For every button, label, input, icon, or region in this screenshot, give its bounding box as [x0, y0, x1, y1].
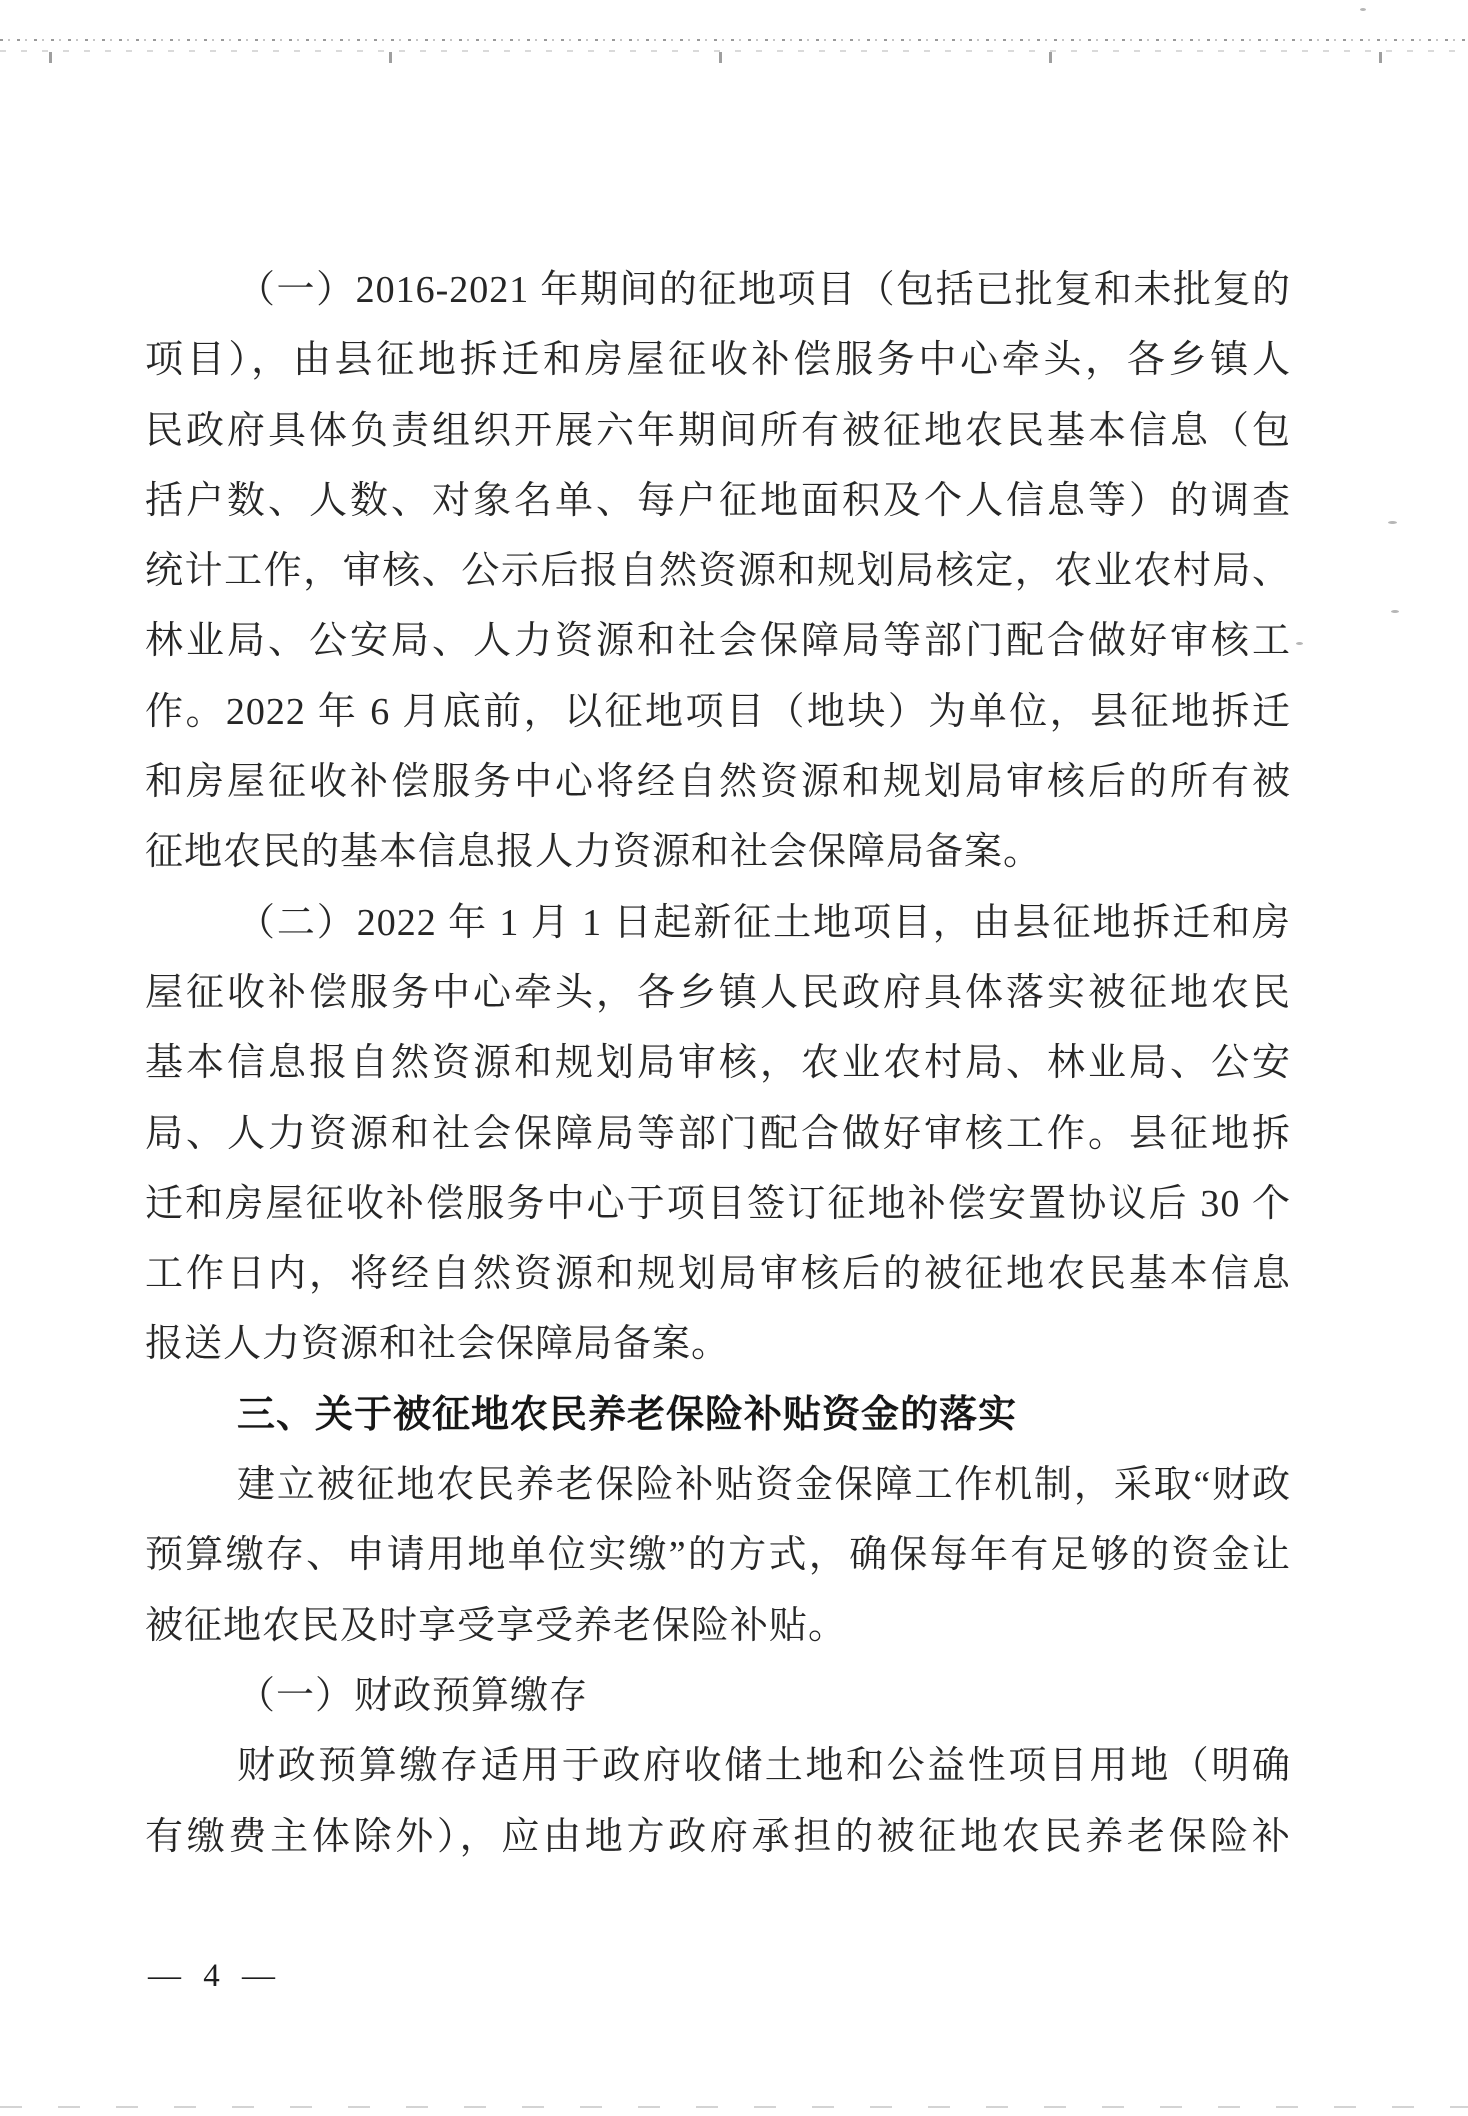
body-line: 报送人力资源和社会保障局备案。: [145, 1323, 731, 1366]
body-line: 基本信息报自然资源和规划局审核，农业农村局、林业局、公安: [145, 1042, 1291, 1085]
body-line: 有缴费主体除外），应由地方政府承担的被征地农民养老保险补: [145, 1815, 1291, 1858]
body-line: 民政府具体负责组织开展六年期间所有被征地农民基本信息（包: [145, 409, 1291, 452]
body-line: 被征地农民及时享受享受养老保险补贴。: [145, 1604, 848, 1647]
scan-speck: [1296, 642, 1303, 645]
body-line: 统计工作，审核、公示后报自然资源和规划局核定，农业农村局、: [145, 550, 1291, 593]
body-line: 项目），由县征地拆迁和房屋征收补偿服务中心牵头，各乡镇人: [145, 339, 1291, 382]
document-body: [145, 255, 1291, 1872]
body-line: 财政预算缴存适用于政府收储土地和公益性项目用地（明确: [237, 1745, 1291, 1788]
body-line: 建立被征地农民养老保险补贴资金保障工作机制，采取“财政: [237, 1464, 1291, 1507]
body-line: 征地农民的基本信息报人力资源和社会保障局备案。: [145, 831, 1043, 874]
body-line: （二）2022 年 1 月 1 日起新征土地项目，由县征地拆迁和房: [237, 901, 1291, 944]
body-line: 工作日内，将经自然资源和规划局审核后的被征地农民基本信息: [145, 1253, 1291, 1296]
body-line: 屋征收补偿服务中心牵头，各乡镇人民政府具体落实被征地农民: [145, 971, 1291, 1014]
scan-tick-mark: [49, 52, 52, 63]
body-line: （一）2016-2021 年期间的征地项目（包括已批复和未批复的: [237, 269, 1291, 311]
body-line: 林业局、公安局、人力资源和社会保障局等部门配合做好审核工: [145, 620, 1291, 663]
scan-speck: [1388, 521, 1397, 524]
page-number: — 4 —: [148, 1958, 282, 1994]
scan-tick-mark: [1049, 52, 1052, 63]
body-line: 局、人力资源和社会保障局等部门配合做好审核工作。县征地拆: [145, 1112, 1291, 1155]
subsection-heading: （一）财政预算缴存: [237, 1674, 589, 1717]
scan-speck: [1391, 610, 1399, 613]
scan-noise-bottom-line: [0, 2106, 1468, 2108]
scan-noise-top-line: [0, 39, 1468, 41]
scan-noise-top-line-2: [0, 50, 1468, 52]
scan-tick-mark: [719, 52, 722, 63]
body-line: 预算缴存、申请用地单位实缴”的方式，确保每年有足够的资金让: [145, 1534, 1291, 1577]
scan-speck: [1360, 8, 1366, 11]
scan-tick-mark: [1379, 52, 1382, 63]
body-line: 括户数、人数、对象名单、每户征地面积及个人信息等）的调查: [145, 479, 1291, 522]
scan-tick-mark: [389, 52, 392, 63]
body-line: 作。2022 年 6 月底前，以征地项目（地块）为单位，县征地拆迁: [145, 690, 1291, 733]
body-line: 和房屋征收补偿服务中心将经自然资源和规划局审核后的所有被: [145, 761, 1291, 804]
body-line: 迁和房屋征收补偿服务中心于项目签订征地补偿安置协议后 30 个: [145, 1182, 1291, 1225]
section-heading: 三、关于被征地农民养老保险补贴资金的落实: [237, 1393, 1018, 1436]
